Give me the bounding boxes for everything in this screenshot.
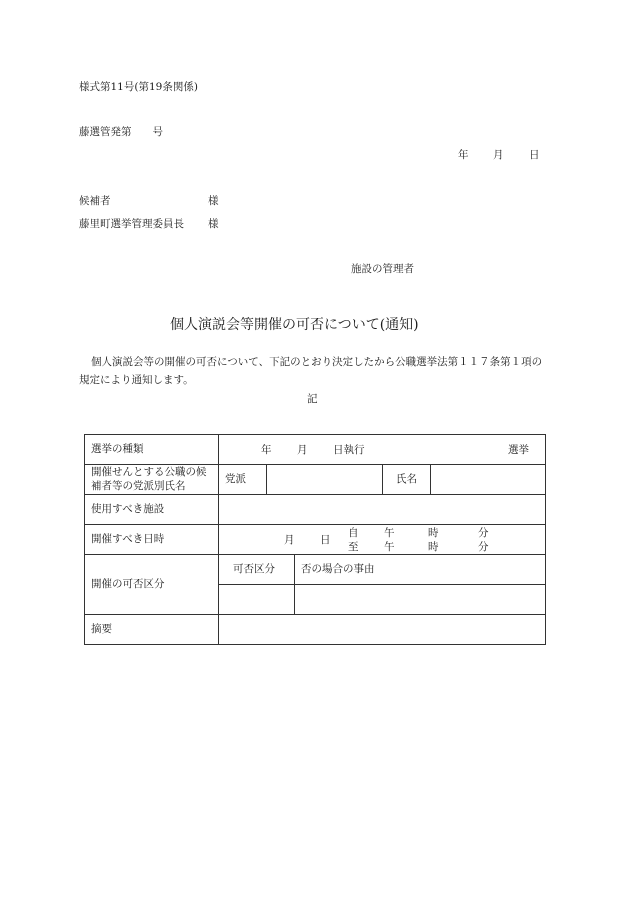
- form-number: 様式第11号(第19条関係): [79, 81, 198, 93]
- row-datetime: [85, 525, 546, 555]
- ki-heading: 記: [307, 393, 318, 405]
- facility-value[interactable]: [219, 495, 546, 525]
- facility-label: 使用すべき施設: [85, 495, 219, 525]
- row-election-type: [85, 435, 546, 465]
- candidate-label: 候補者: [79, 195, 111, 207]
- document-number: 藤選管発第 号: [79, 126, 163, 138]
- datetime-to-ampm: 午: [384, 541, 395, 553]
- datetime-from: 自: [348, 527, 359, 539]
- remarks-value[interactable]: [219, 615, 546, 645]
- committee-label: 藤里町選挙管理委員長: [79, 218, 184, 230]
- datetime-to-hour: 時: [428, 541, 439, 553]
- notice-table: [84, 434, 546, 645]
- approval-column-header: 可否区分: [219, 555, 295, 585]
- candidate-row-label: 開催せんとする公職の候補者等の党派別氏名: [85, 465, 219, 495]
- remarks-label: 摘要: [85, 615, 219, 645]
- datetime-month: 月: [284, 534, 295, 546]
- approval-label: 開催の可否区分: [85, 555, 219, 615]
- sender-facility-manager: 施設の管理者: [351, 263, 414, 275]
- datetime-from-minute: 分: [478, 527, 489, 539]
- datetime-label: 開催すべき日時: [85, 525, 219, 555]
- election-year: 年: [261, 444, 272, 456]
- notice-title: 個人演説会等開催の可否について(通知): [170, 317, 419, 333]
- election-execution-day: 日執行: [333, 444, 365, 456]
- name-label: 氏名: [383, 465, 431, 495]
- election-type-label: 選挙の種類: [85, 435, 219, 465]
- name-value[interactable]: [431, 465, 546, 495]
- reason-value[interactable]: [295, 585, 546, 615]
- row-remarks: [85, 615, 546, 645]
- datetime-cell[interactable]: [219, 525, 546, 555]
- candidate-honorific: 様: [208, 195, 219, 207]
- date-month: 月: [493, 149, 504, 161]
- datetime-to: 至: [348, 541, 359, 553]
- election-type-cell: [219, 435, 546, 465]
- body-paragraph: [79, 353, 549, 389]
- party-label: 党派: [219, 465, 267, 495]
- date-year: 年: [458, 149, 469, 161]
- date-day: 日: [529, 149, 540, 161]
- approval-value[interactable]: [219, 585, 295, 615]
- body-text: 個人演説会等の開催の可否について、下記のとおり決定したから公職選挙法第１１７条第１項の規定により通知します。: [79, 356, 543, 386]
- party-value[interactable]: [267, 465, 383, 495]
- datetime-from-hour: 時: [428, 527, 439, 539]
- election-suffix: 選挙: [508, 444, 529, 456]
- row-candidate: [85, 465, 546, 495]
- datetime-from-ampm: 午: [384, 527, 395, 539]
- election-month: 月: [297, 444, 308, 456]
- committee-honorific: 様: [208, 218, 219, 230]
- row-facility: [85, 495, 546, 525]
- datetime-to-minute: 分: [478, 541, 489, 553]
- reason-column-header: 否の場合の事由: [295, 555, 546, 585]
- datetime-day: 日: [320, 534, 331, 546]
- row-approval-header: [85, 555, 546, 585]
